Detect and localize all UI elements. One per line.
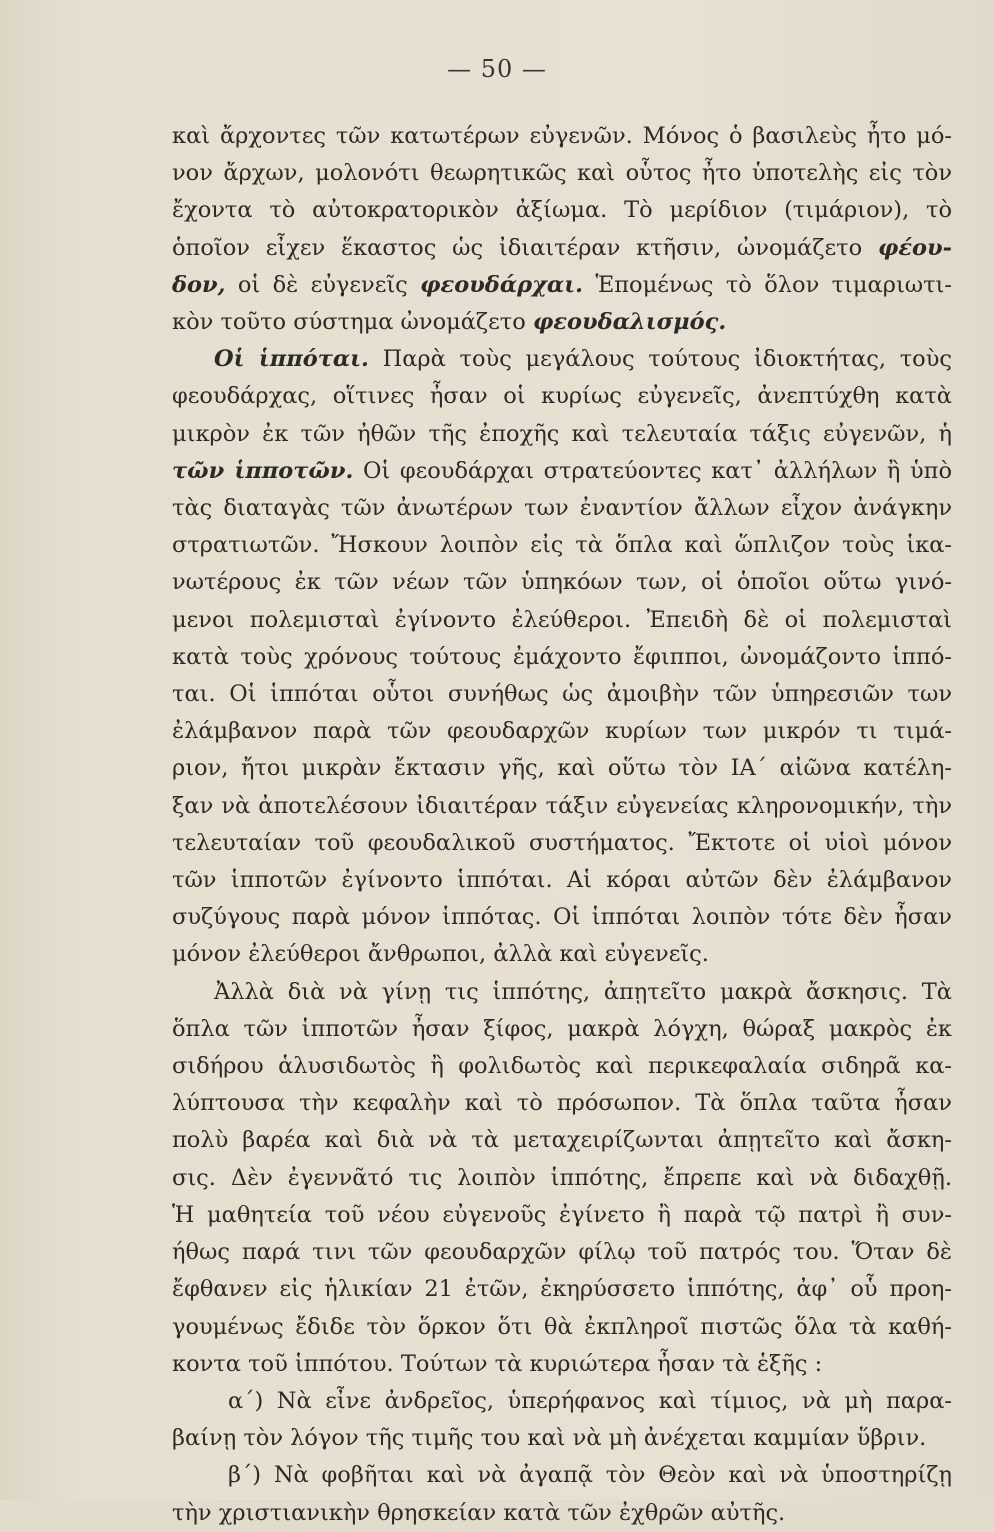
text-line: ἔχοντα τὸ αὐτοκρατορικὸν ἀξίωμα. Τὸ μερίδιον (τιμάριον), τὸ xyxy=(172,197,952,224)
text-line xyxy=(172,453,952,490)
text-line: τὰς διαταγὰς τῶν ἀνωτέρων των ἐναντίον ἄλλων εἶχον ἀνάγκην xyxy=(172,495,952,522)
text-line: ὅπλα τῶν ἱπποτῶν ἦσαν ξίφος, μακρὰ λόγχη, θώραξ μακρὸς ἐκ xyxy=(172,1015,952,1042)
text-line: Ἡ μαθητεία τοῦ νέου εὐγενοῦς ἐγίνετο ἢ παρὰ τῷ πατρὶ ἢ συν- xyxy=(172,1201,952,1228)
text-line: νον ἄρχων, μολονότι θεωρητικῶς καὶ οὗτος ἦτο ὑποτελὴς εἰς τὸν xyxy=(172,160,952,187)
bold-term: φεουδαλισμός. xyxy=(532,309,727,336)
paragraph-training xyxy=(172,974,952,1383)
text-line xyxy=(172,304,952,341)
text-line: πολὺ βαρέα καὶ διὰ νὰ τὰ μεταχειρίζωνται ἀπῃτεῖτο καὶ ἄσκη- xyxy=(172,1127,952,1154)
text-line xyxy=(172,341,952,378)
text-line: καὶ ἄρχοντες τῶν κατωτέρων εὐγενῶν. Μόνος ὁ βασιλεὺς ἦτο μό- xyxy=(172,123,952,149)
text-line: στρατιωτῶν. Ἤσκουν λοιπὸν εἰς τὰ ὅπλα καὶ ὥπλιζον τοὺς ἱκα- xyxy=(172,532,952,559)
text-line: ξαν νὰ ἀποτελέσουν ἰδιαιτέραν τάξιν εὐγενείας κληρονομικήν, τὴν xyxy=(172,792,952,819)
list-item-b xyxy=(172,1457,952,1531)
text-line: γουμένως ἔδιδε τὸν ὅρκον ὅτι θὰ ἐκπληροῖ πιστῶς ὅλα τὰ καθή- xyxy=(172,1313,952,1340)
text-line: συζύγους παρὰ μόνον ἱππότας. Οἱ ἱππόται λοιπὸν τότε δὲν ἦσαν xyxy=(172,904,952,931)
text-line: κοντα τοῦ ἱππότου. Τούτων τὰ κυριώτερα ἦσαν τὰ ἑξῆς : xyxy=(172,1350,823,1377)
paragraph-knights xyxy=(172,341,952,973)
text-line: κατὰ τοὺς χρόνους τούτους ἐμάχοντο ἔφιπποι, ὠνομάζοντο ἱππό- xyxy=(172,643,952,670)
text-line: μενοι πολεμισταὶ ἐγίνοντο ἐλεύθεροι. Ἐπειδὴ δὲ οἱ πολεμισταὶ xyxy=(172,606,952,633)
text-segment: κὸν τοῦτο σύστημα ὠνομάζετο xyxy=(172,309,526,336)
text-line: νωτέρους ἐκ τῶν νέων τῶν ὑπηκόων των, οἱ ὁποῖοι οὕτω γινό- xyxy=(172,569,952,596)
text-line: ἐλάμβανον παρὰ τῶν φεουδαρχῶν κυρίων των μικρόν τι τιμά- xyxy=(172,718,952,745)
text-line xyxy=(172,267,952,304)
text-line xyxy=(172,230,952,267)
text-line: λύπτουσα τὴν κεφαλὴν καὶ τὸ πρόσωπον. Τὰ ὅπλα ταῦτα ἦσαν xyxy=(172,1090,952,1117)
bold-term: τῶν ἱπποτῶν. xyxy=(172,457,354,484)
text-line: Ἀλλὰ διὰ νὰ γίνῃ τις ἱππότης, ἀπῃτεῖτο μακρὰ ἄσκησις. Τὰ xyxy=(214,978,952,1005)
text-line: σις. Δὲν ἐγεννᾶτό τις λοιπὸν ἱππότης, ἔπρεπε καὶ νὰ διδαχθῇ. xyxy=(172,1164,952,1191)
text-line: μόνον ἐλεύθεροι ἄνθρωποι, ἀλλὰ καὶ εὐγενεῖς. xyxy=(172,941,709,968)
text-line: βαίνῃ τὸν λόγον τῆς τιμῆς του καὶ νὰ μὴ ἀνέχεται καμμίαν ὕβριν. xyxy=(172,1425,927,1452)
bold-term: φέου- xyxy=(878,234,952,261)
text-line: ἔφθανεν εἰς ἡλικίαν 21 ἐτῶν, ἐκηρύσσετο ἱππότης, ἀφ᾽ οὗ προη- xyxy=(172,1276,952,1303)
paragraph-feudalism xyxy=(172,118,952,341)
text-line: τὴν χριστιανικὴν θρησκείαν κατὰ τῶν ἐχθρῶν αὐτῆς. xyxy=(172,1499,786,1526)
text-line: φεουδάρχας, οἵτινες ἦσαν οἱ κυρίως εὐγενεῖς, ἀνεπτύχθη κατὰ xyxy=(172,383,952,410)
bold-term: δον, xyxy=(172,271,226,298)
text-line: ριον, ἤτοι μικρὰν ἔκτασιν γῆς, καὶ οὕτω τὸν ΙΑ΄ αἰῶνα κατέλη- xyxy=(172,755,952,782)
bold-term: φεουδάρχαι. xyxy=(420,271,583,298)
section-heading: Οἱ ἱππόται. xyxy=(214,346,369,373)
text-segment: οἱ δὲ εὐγενεῖς xyxy=(237,271,408,298)
page-number: — 50 — xyxy=(447,55,547,83)
body-text xyxy=(172,118,952,1532)
text-line: ται. Οἱ ἱππόται οὗτοι συνήθως ὡς ἀμοιβὴν τῶν ὑπηρεσιῶν των xyxy=(172,681,952,708)
text-segment: Οἱ φεουδάρχαι στρατεύοντες κατ᾽ ἀλλήλων ἢ ὑπὸ xyxy=(362,457,952,484)
text-line: σιδήρου ἁλυσιδωτὸς ἢ φολιδωτὸς καὶ περικεφαλαία σιδηρᾶ κα- xyxy=(172,1053,952,1080)
text-segment: Ἑπομένως τὸ ὅλον τιμαριωτι- xyxy=(595,271,952,298)
text-line: τελευταίαν τοῦ φεουδαλικοῦ συστήματος. Ἔκτοτε οἱ υἱοὶ μόνον xyxy=(172,829,952,856)
text-line: ήθως παρά τινι τῶν φεουδαρχῶν φίλῳ τοῦ πατρός του. Ὅταν δὲ xyxy=(172,1239,952,1266)
text-segment: ὁποῖον εἶχεν ἕκαστος ὡς ἰδιαιτέραν κτῆσιν, ὠνομάζετο xyxy=(172,234,863,261)
text-segment: Παρὰ τοὺς μεγάλους τούτους ἰδιοκτήτας, τοὺς xyxy=(382,346,953,373)
text-line: α΄) Νὰ εἶνε ἀνδρεῖος, ὑπερήφανος καὶ τίμιος, νὰ μὴ παρα- xyxy=(228,1387,952,1414)
text-line: β΄) Νὰ φοβῆται καὶ νὰ ἀγαπᾷ τὸν Θεὸν καὶ νὰ ὑποστηρίζῃ xyxy=(228,1462,952,1489)
text-line: τῶν ἱπποτῶν ἐγίνοντο ἱππόται. Αἱ κόραι αὐτῶν δὲν ἐλάμβανον xyxy=(172,867,952,894)
list-item-a xyxy=(172,1383,952,1457)
text-line: μικρὸν ἐκ τῶν ἠθῶν τῆς ἐποχῆς καὶ τελευταία τάξις εὐγενῶν, ἡ xyxy=(172,420,952,447)
